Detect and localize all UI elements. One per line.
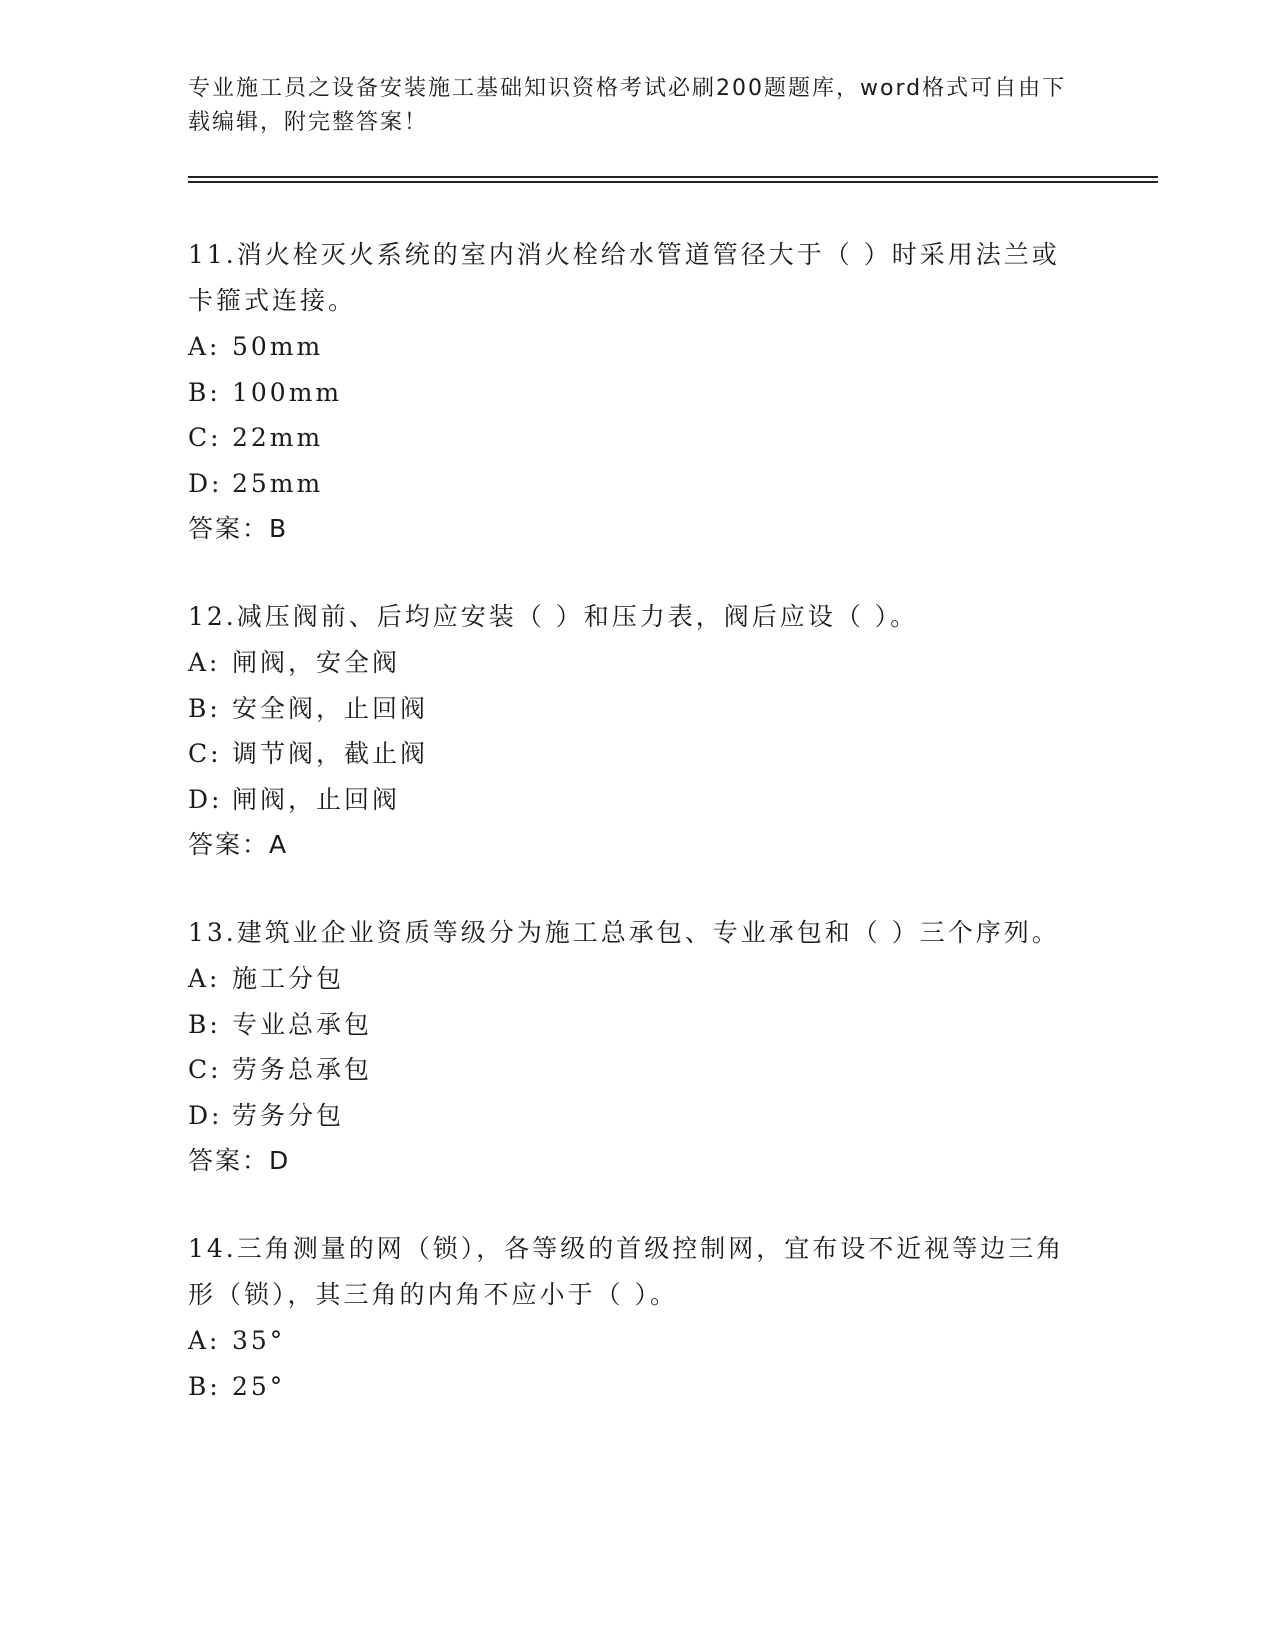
header-divider-top: [188, 176, 1158, 178]
option-key: B:: [188, 1371, 221, 1401]
answer: 答案：D: [188, 1146, 291, 1175]
option-key: B:: [188, 693, 221, 723]
answer: 答案：B: [188, 514, 289, 543]
option-a: [188, 1318, 1068, 1364]
question-14: [188, 1226, 1068, 1409]
option-key: A:: [188, 1326, 221, 1355]
option-key: B:: [188, 1009, 221, 1039]
option-value: 25mm: [232, 468, 324, 498]
option-key: D:: [188, 468, 223, 498]
option-key: D:: [188, 784, 223, 814]
option-a: [188, 324, 1068, 370]
option-value: 劳务总承包: [232, 1055, 373, 1084]
option-key: C:: [188, 423, 222, 452]
question-text: 14.三角测量的网（锁），各等级的首级控制网，宜布设不近视等边三角形（锁），其三角的内角不应小于（ ）。: [188, 1234, 1065, 1309]
option-key: D:: [188, 1100, 223, 1130]
option-value: 50mm: [232, 332, 324, 361]
question-13: [188, 910, 1068, 1184]
option-value: 劳务分包: [232, 1100, 345, 1130]
option-key: A:: [188, 648, 221, 677]
option-c: [188, 731, 1068, 777]
option-value: 调节阀，截止阀: [232, 739, 429, 768]
header-divider-bottom: [188, 181, 1158, 183]
option-d: [188, 461, 1068, 507]
option-key: A:: [188, 964, 221, 993]
option-value: 专业总承包: [232, 1009, 373, 1039]
option-value: 闸阀，止回阀: [232, 784, 401, 814]
option-key: C:: [188, 1055, 222, 1084]
option-value: 22mm: [232, 423, 324, 452]
option-key: B:: [188, 377, 221, 407]
option-a: [188, 956, 1068, 1002]
answer: 答案：A: [188, 830, 289, 859]
question-12: [188, 594, 1068, 868]
option-d: [188, 1093, 1068, 1139]
option-d: [188, 777, 1068, 823]
option-value: 100mm: [232, 377, 343, 407]
option-a: [188, 640, 1068, 686]
option-key: A:: [188, 332, 221, 361]
option-c: [188, 1047, 1068, 1093]
option-key: C:: [188, 739, 222, 768]
question-list: [188, 232, 1068, 1451]
option-b: [188, 370, 1068, 416]
option-value: 施工分包: [232, 964, 345, 993]
option-b: [188, 686, 1068, 732]
question-11: [188, 232, 1068, 552]
option-value: 25°: [232, 1371, 286, 1401]
question-text: 13.建筑业企业资质等级分为施工总承包、专业承包和（ ）三个序列。: [188, 918, 1060, 947]
question-text: 12.减压阀前、后均应安装（ ）和压力表，阀后应设（ ）。: [188, 602, 919, 631]
question-text: 11.消火栓灭火系统的室内消火栓给水管道管径大于（ ）时采用法兰或卡箍式连接。: [188, 240, 1060, 315]
option-value: 安全阀，止回阀: [232, 693, 429, 723]
option-value: 闸阀，安全阀: [232, 648, 401, 677]
document-header: 专业施工员之设备安装施工基础知识资格考试必刷200题题库，word格式可自由下载编辑，附完整答案！: [188, 76, 1067, 135]
option-c: [188, 415, 1068, 461]
option-value: 35°: [232, 1326, 286, 1355]
option-b: [188, 1364, 1068, 1410]
option-b: [188, 1002, 1068, 1048]
